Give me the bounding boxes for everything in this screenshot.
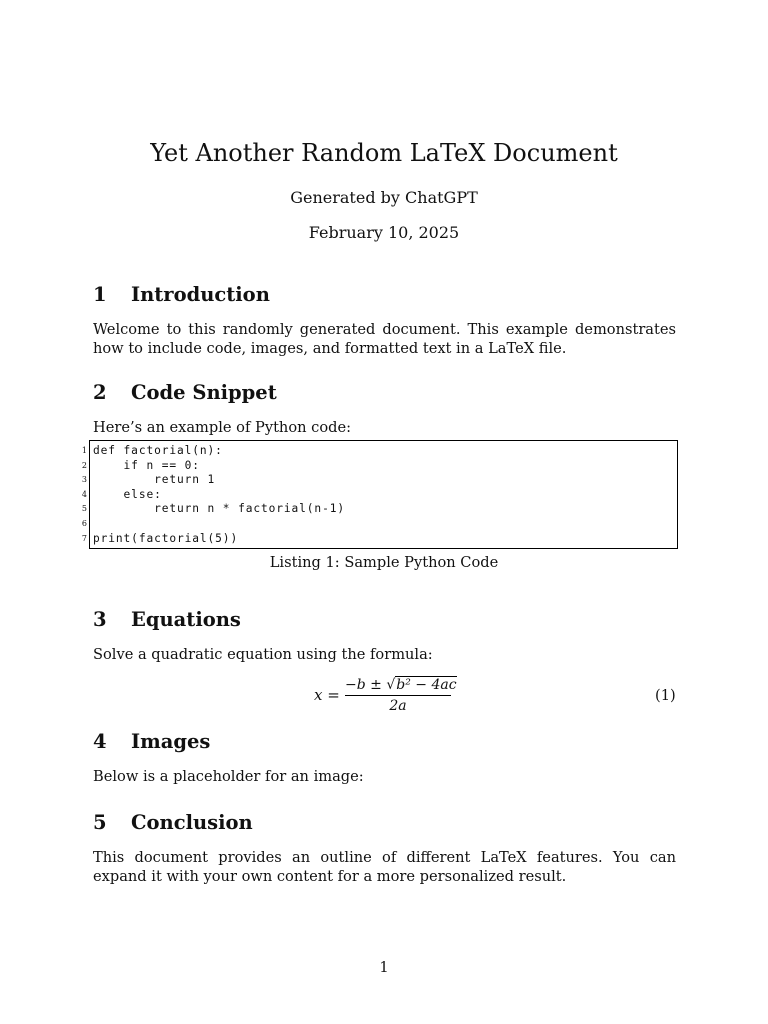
section-heading-introduction	[93, 281, 270, 309]
section-title: Equations	[131, 608, 241, 631]
section-number: 4	[93, 730, 107, 753]
radical-sign: √	[386, 677, 396, 693]
section-heading-images	[93, 728, 210, 756]
section-title: Code Snippet	[131, 381, 277, 404]
radicand: b² − 4ac	[396, 677, 457, 693]
line-number: 7	[81, 533, 87, 543]
equations-paragraph: Solve a quadratic equation using the formula:	[93, 646, 433, 663]
code-line: def factorial(n):	[93, 444, 223, 457]
document-author: Generated by ChatGPT	[290, 188, 478, 207]
line-number: 1	[81, 446, 87, 455]
equation-lhs: x =	[314, 686, 340, 704]
line-number: 2	[81, 460, 87, 470]
equation-denominator: 2a	[389, 698, 407, 714]
document-date: February 10, 2025	[308, 223, 460, 242]
code-line: else:	[93, 487, 162, 501]
equation-number: (1)	[655, 687, 676, 704]
code-line: if n == 0:	[93, 458, 200, 472]
code-line: return 1	[93, 473, 216, 487]
code-line: return n * factorial(n-1)	[93, 502, 345, 516]
section-number: 1	[93, 283, 107, 306]
conclusion-paragraph: This document provides an outline of different LaTeX features. You can expand it with your own content for a more personalized result.	[93, 849, 676, 885]
listing-caption: Listing 1: Sample Python Code	[269, 554, 499, 571]
equation-numerator	[345, 675, 457, 696]
section-number: 2	[93, 381, 107, 404]
section-title: Conclusion	[131, 811, 253, 834]
numerator-prefix: −b ±	[345, 677, 387, 693]
section-number: 3	[93, 608, 107, 631]
section-title: Introduction	[131, 283, 270, 306]
introduction-paragraph: Welcome to this randomly generated document. This example demonstrates how to include code, images, and formatted text in a LaTeX file.	[93, 321, 676, 357]
section-heading-code-snippet	[93, 379, 277, 407]
section-number: 5	[93, 811, 107, 834]
section-title: Images	[131, 730, 211, 753]
images-paragraph: Below is a placeholder for an image:	[93, 768, 364, 785]
equation-fraction	[345, 675, 457, 716]
code-intro-paragraph: Here’s an example of Python code:	[93, 419, 352, 436]
line-number: 4	[81, 489, 87, 499]
section-heading-equations	[93, 606, 241, 634]
line-number: 5	[81, 504, 87, 514]
line-number: 6	[81, 519, 87, 528]
line-number: 3	[81, 475, 87, 485]
section-heading-conclusion	[93, 809, 253, 837]
document-title: Yet Another Random LaTeX Document	[150, 139, 618, 167]
page-number: 1	[379, 959, 389, 976]
code-line: print(factorial(5))	[93, 531, 239, 545]
